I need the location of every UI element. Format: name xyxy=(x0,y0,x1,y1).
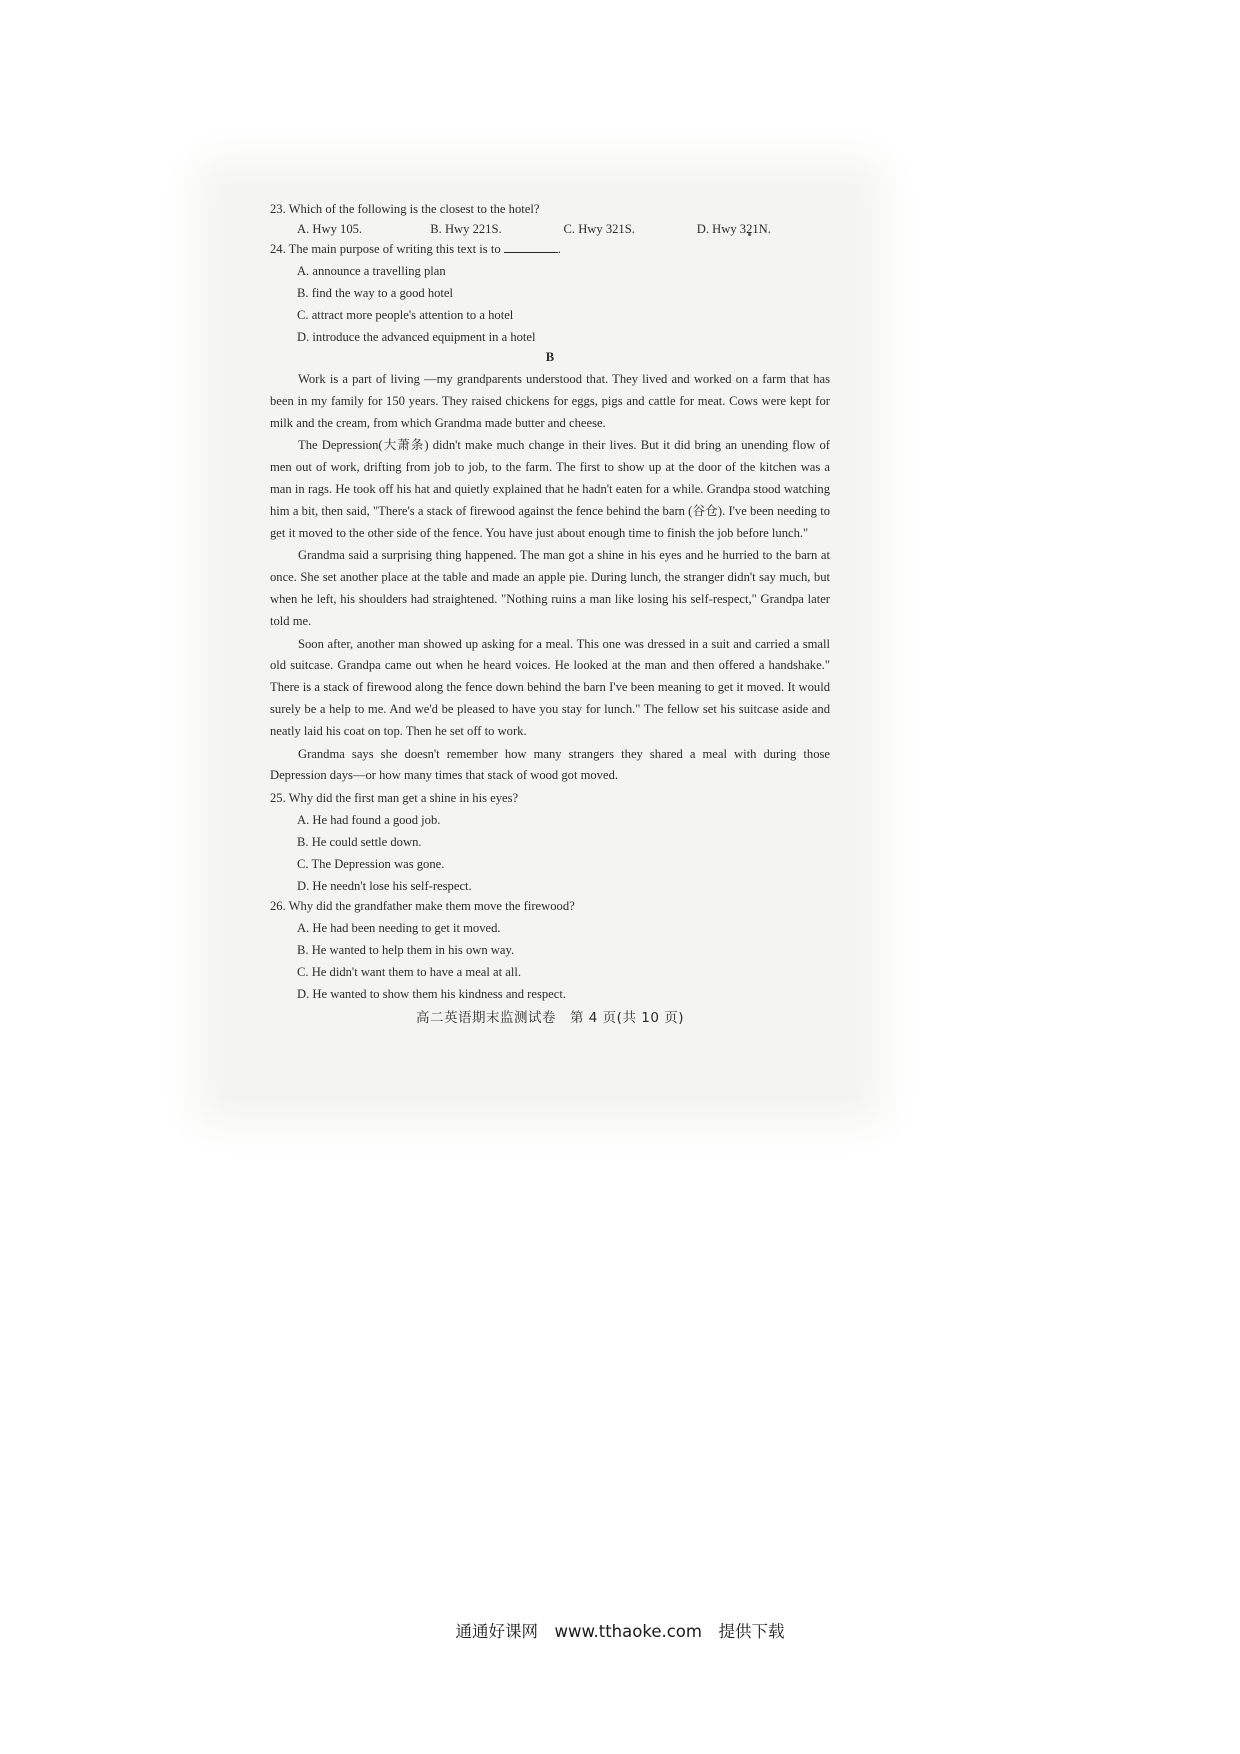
download-watermark: 通通好课网 www.tthaoke.com 提供下载 xyxy=(455,1622,785,1641)
exam-content xyxy=(270,199,830,1028)
stem-end: . xyxy=(557,242,561,256)
passage-paragraph: Grandma says she doesn't remember how many strangers they shared a meal with during those Depression days—or how many times that stack of wood got moved. xyxy=(270,746,830,783)
options-list xyxy=(270,918,830,1004)
options-row xyxy=(270,219,830,239)
question-stem: 25. Why did the first man get a shine in his eyes? xyxy=(270,791,519,806)
option-a: A. He had been needing to get it moved. xyxy=(297,921,501,936)
option-b: B. He wanted to help them in his own way. xyxy=(297,943,515,958)
option-c: C. Hwy 321S. xyxy=(563,222,635,236)
option-d: D. introduce the advanced equipment in a hotel xyxy=(297,330,536,344)
option-a: A. Hwy 105. xyxy=(297,222,363,236)
question-26 xyxy=(270,896,830,1004)
section-heading: B xyxy=(545,350,555,364)
stem-text: 24. The main purpose of writing this text is to xyxy=(270,242,501,256)
scanned-exam-page xyxy=(220,185,860,1100)
option-d: D. He needn't lose his self-respect. xyxy=(297,879,472,894)
options-list xyxy=(270,261,830,347)
option-d: D. Hwy 321N. xyxy=(696,222,771,236)
question-stem: 26. Why did the grandfather make them move the firewood? xyxy=(270,899,575,914)
passage-paragraph: Soon after, another man showed up asking for a meal. This one was dressed in a suit and carried a small old suitcase. Grandpa came out when he heard voices. He looked at the man and then offered a handshake." There is a stack of firewood along the fence down behind the barn I've been meaning to get it moved. It would surely be a help to me. And we'd be pleased to have you stay for lunch." The fellow set his suitcase aside and neatly laid his coat on top. Then he set off to work. xyxy=(270,636,830,738)
page-footer: 高二英语期末监测试卷 第 4 页(共 10 页) xyxy=(416,1010,684,1027)
passage-paragraph: Grandma said a surprising thing happened. The man got a shine in his eyes and he hurried to the barn at once. She set another place at the table and made an apple pie. During lunch, the stranger didn't say much, but when he left, his shoulders had straightened. "Nothing ruins a man like losing his self-respect," Grandpa later told me. xyxy=(270,548,830,628)
option-c: C. The Depression was gone. xyxy=(297,857,445,872)
option-a: A. announce a travelling plan xyxy=(297,264,446,278)
answer-blank xyxy=(504,240,558,253)
question-25 xyxy=(270,788,830,896)
option-b: B. Hwy 221S. xyxy=(430,222,502,236)
option-c: C. attract more people's attention to a hotel xyxy=(297,308,514,322)
question-24 xyxy=(270,239,830,347)
option-c: C. He didn't want them to have a meal at all. xyxy=(297,965,521,980)
passage-paragraph: The Depression(大萧条) didn't make much change in their lives. But it did bring an unending flow of men out of work, drifting from job to job, to the farm. The first to show up at the door of the kitchen was a man in rags. He took off his hat and quietly explained that he hadn't eaten for a while. Grandpa stood watching him a bit, then said, "There's a stack of firewood against the fence behind the barn (谷仓). I've been needing to get it moved to the other side of the fence. You have just about enough time to finish the job before lunch." xyxy=(270,438,830,540)
options-list xyxy=(270,810,830,896)
passage-paragraph: Work is a part of living —my grandparents understood that. They lived and worked on a farm that has been in my family for 150 years. They raised chickens for eggs, pigs and cattle for meat. Cows were kept for milk and the cream, from which Grandma made butter and cheese. xyxy=(270,372,830,430)
option-d: D. He wanted to show them his kindness and respect. xyxy=(297,987,566,1002)
option-b: B. find the way to a good hotel xyxy=(297,286,453,300)
option-b: B. He could settle down. xyxy=(297,835,422,850)
option-a: A. He had found a good job. xyxy=(297,813,441,828)
question-stem xyxy=(270,239,830,259)
section-b xyxy=(270,347,830,787)
question-23 xyxy=(270,199,830,239)
question-stem: 23. Which of the following is the closest to the hotel? xyxy=(270,202,540,216)
